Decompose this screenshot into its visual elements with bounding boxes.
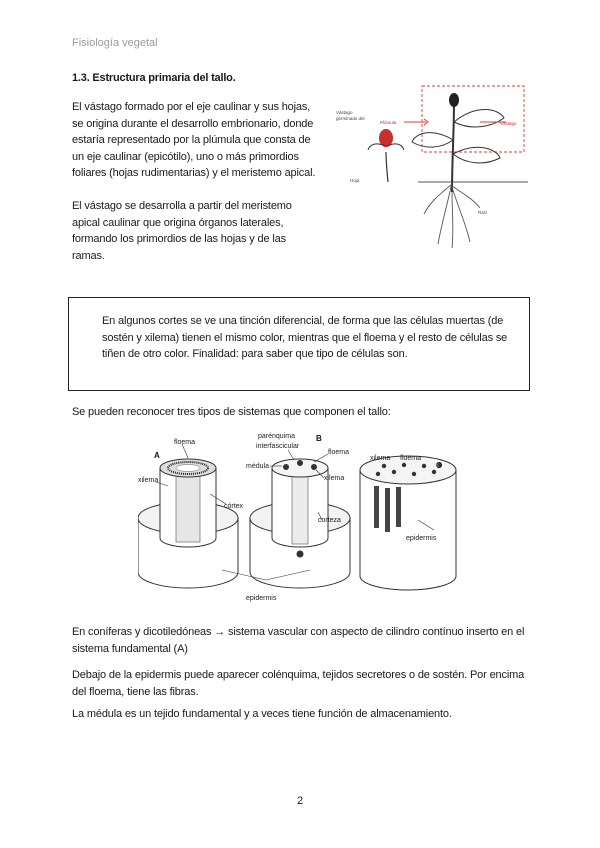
c-bundle [432, 470, 436, 474]
plant-label-2: germinado del [336, 116, 365, 121]
paragraph-sistemas: Se pueden reconocer tres tipos de sistemas que componen el tallo: [72, 406, 391, 418]
label-a: A [154, 451, 160, 460]
seedling-cotyledon-right [387, 144, 404, 150]
note-box [68, 297, 530, 391]
highlight-box [422, 86, 524, 152]
leader-parenquima [288, 450, 294, 460]
label-floema-a: floema [174, 439, 196, 446]
paragraph-epidermis: Debajo de la epidermis puede aparecer colénquima, tejidos secretores o de sostén. Por encima del floema, tiene las fibras. [72, 669, 525, 698]
leader-floema-a [182, 444, 188, 458]
note-box-text: En algunos cortes se ve una tinción diferencial, de forma que las células muertas (de sostén y xilema) tienen el mismo color, mientras que el floema y el resto de células se tiñen de otro color. Finalidad: para saber que tipo de células son. [102, 315, 508, 360]
leader-floema-b [314, 454, 328, 462]
plant-figure [330, 82, 528, 250]
label-interfascicular: interfascicular [256, 443, 300, 450]
paragraph-coniferas: En coníferas y dicotiledóneas → sistema vascular con aspecto de cilindro contínuo inserto en el sistema fundamental (A) [72, 626, 525, 655]
plant-label-plumula: Plúmula [380, 120, 397, 125]
leaf-right-top [454, 110, 504, 127]
plant-label-raiz: Raíz [478, 210, 488, 215]
label-floema-c: floema [400, 455, 422, 462]
label-b: B [316, 434, 322, 443]
b-vascular-bundle [292, 470, 308, 544]
seedling-cotyledon-left [368, 144, 386, 150]
paragraph-vastago-origen: El vástago formado por el eje caulinar y sus hojas, se origina durante el desarrollo embrionario, donde estaría representado por la plúmula que consta de un eje caulinar (epicótilo), uno o más primordios foliares (hojas rudimentarias) y el meristemo apical. [72, 101, 316, 179]
b-bundle-3 [311, 464, 317, 470]
label-epidermis-ab: epidermis [246, 595, 277, 602]
c-bundle [392, 470, 396, 474]
a-vascular-cylinder [176, 470, 200, 542]
c-strand [385, 488, 390, 532]
c-bundle [422, 464, 426, 468]
label-floema-b: floema [328, 449, 350, 456]
a-pith [176, 465, 200, 472]
paragraph-medula: La médula es un tejido fundamental y a veces tiene función de almacenamiento. [72, 708, 452, 720]
c-bundle [402, 463, 406, 467]
leaf-left [412, 133, 453, 147]
label-xilema-b: xilema [324, 475, 345, 482]
b-bundle-bottom [297, 551, 304, 558]
seedling-stem [386, 152, 388, 182]
label-c: C [436, 461, 442, 470]
c-strand [374, 486, 379, 528]
plant-label-1: Vástago [336, 110, 353, 115]
paragraph-vastago-desarrollo: El vástago se desarrolla a partir del meristemo apical caulinar que origina órganos laterales, formando los primordios de las hojas y de las ramas. [72, 200, 292, 262]
shoot-apex [449, 93, 459, 107]
plant-label-hoja: Hoja [350, 178, 360, 183]
leaf-right-bottom [453, 147, 500, 163]
section-title: 1.3. Estructura primaria del tallo. [72, 72, 236, 84]
label-corteza: corteza [318, 517, 341, 524]
label-cortex: córtex [224, 503, 244, 510]
label-parenquima: parénquima [258, 433, 295, 440]
b-bundle-1 [283, 464, 289, 470]
label-xilema-c: xilema [370, 455, 391, 462]
plant-label-vastago: Vástago [500, 121, 517, 126]
label-epidermis-c: epidermis [406, 535, 437, 542]
running-header: Fisiología vegetal [72, 37, 158, 49]
c-bundle [382, 464, 386, 468]
c-strand [396, 487, 401, 527]
c-bundle [412, 472, 416, 476]
label-medula: médula [246, 463, 269, 470]
main-stem [452, 100, 454, 192]
page-number: 2 [296, 795, 304, 807]
label-xilema-a: xilema [138, 477, 159, 484]
b-bundle-2 [297, 460, 303, 466]
stem-structure-figure [138, 430, 460, 610]
stem-diagram-c [360, 456, 456, 590]
c-bundle [376, 472, 380, 476]
